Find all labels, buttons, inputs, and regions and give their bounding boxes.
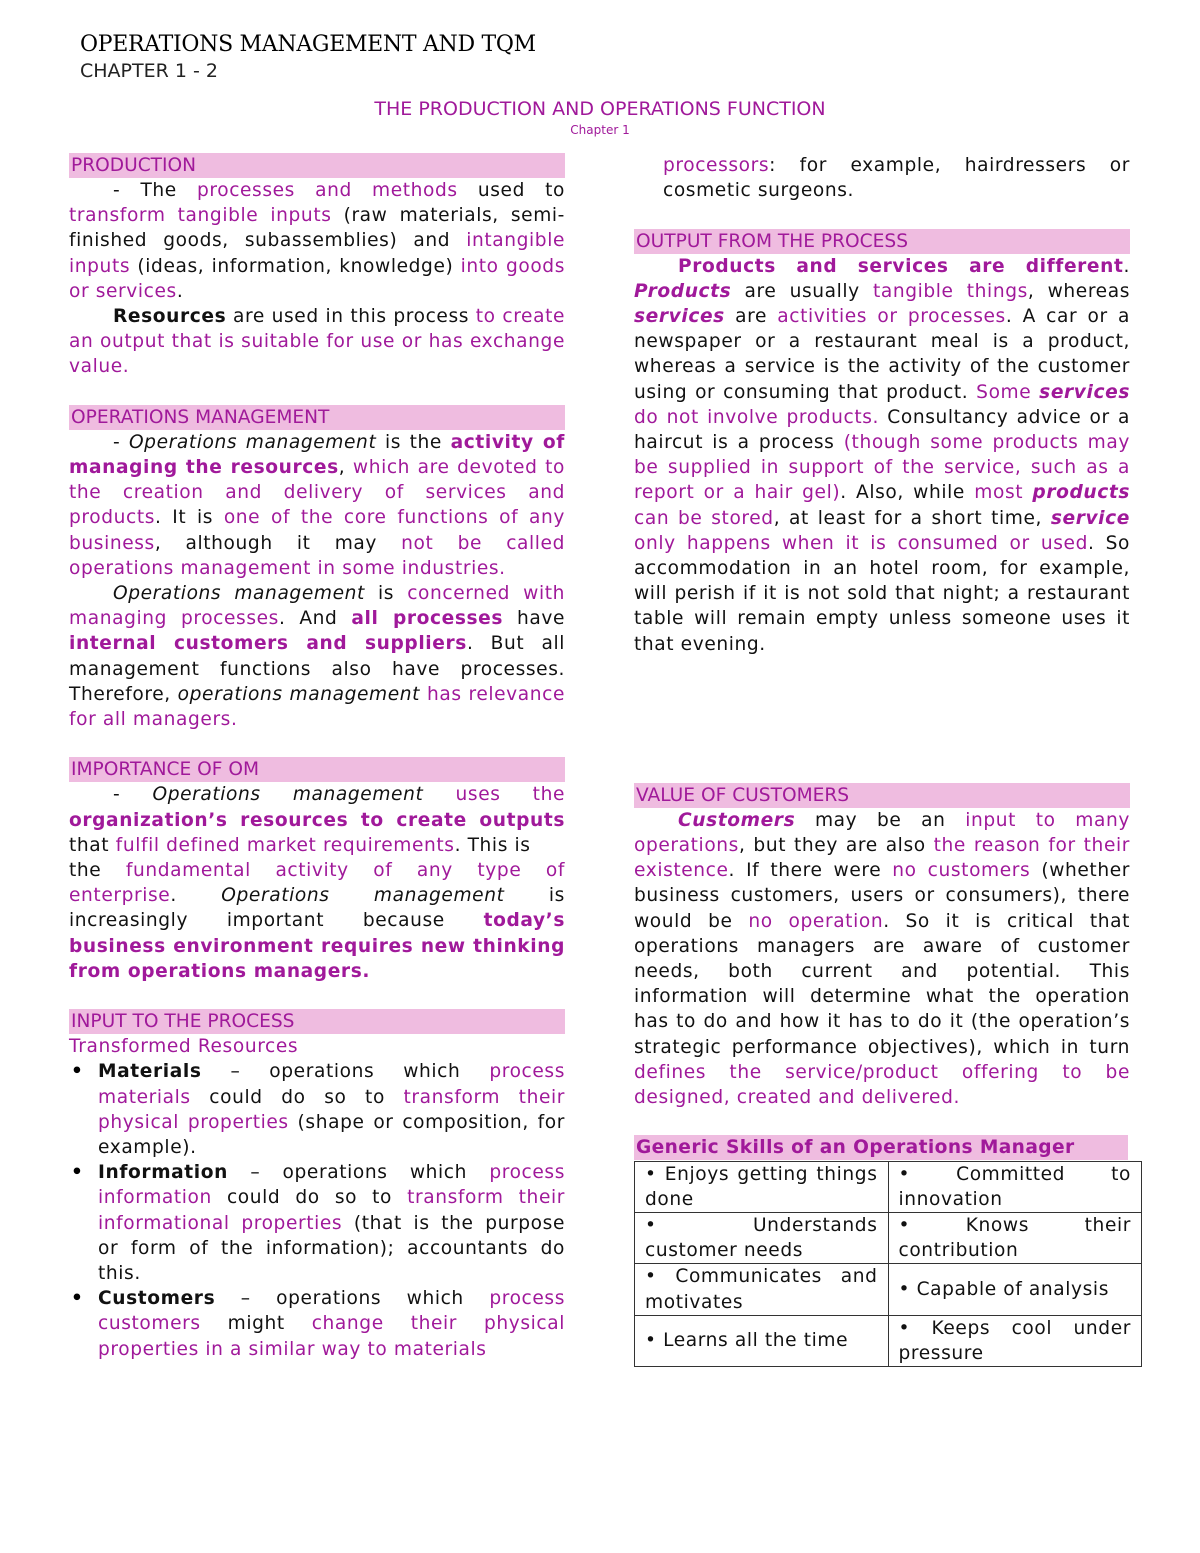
- output-heading: OUTPUT FROM THE PROCESS: [634, 229, 1130, 254]
- output-paragraph: Products and services are different. Products are usually tangible things, whereas services are activities or processes. A car or a newspaper or a restaurant meal is a product, whereas a service is the activity of the customer using or consuming that product. Some services do not involve products. Consultancy advice or a haircut is a process (though some products may be supplied in support of the service, such as a report or a hair gel). Also, while most products can be stored, at least for a short time, service only happens when it is consumed or used. So accommodation in an hotel room, for example, will perish if it is not sold that night; a restaurant table will remain empty unless someone uses it that evening.: [634, 255, 1130, 655]
- importance-paragraph-1: - Operations management uses the organization’s resources to create outputs that fulfil defined market requirements. This is: [69, 784, 565, 856]
- production-paragraph-2: Resources are used in this process to create an output that is suitable for use or has exchange value.: [69, 306, 565, 378]
- production-heading: PRODUCTION: [69, 153, 565, 178]
- table-row: [635, 1264, 1142, 1315]
- skills-heading: Generic Skills of an Operations Manager: [634, 1135, 1128, 1160]
- list-item: • Customers – operations which process customers might change their physical properties in a similar way to materials: [71, 1288, 565, 1360]
- input-list: [69, 1059, 565, 1361]
- table-row: [635, 1315, 1142, 1366]
- table-cell: • Committed to innovation: [888, 1161, 1142, 1212]
- input-subheading: Transformed Resources: [69, 1036, 299, 1058]
- table-cell: • Capable of analysis: [888, 1264, 1142, 1315]
- doc-title: OPERATIONS MANAGEMENT AND TQM: [80, 32, 536, 57]
- chapter-label: Chapter 1: [570, 123, 630, 137]
- table-cell: • Communicates and motivates: [635, 1264, 889, 1315]
- input-heading: INPUT TO THE PROCESS: [69, 1009, 565, 1034]
- table-cell: • Keeps cool under pressure: [888, 1315, 1142, 1366]
- right-column: [634, 153, 1130, 1367]
- importance-paragraph-2: the fundamental activity of any type of enterprise. Operations management is increasingly important because today’s business environment requires new thinking from operations managers.: [69, 860, 565, 982]
- table-cell: • Understands customer needs: [635, 1213, 889, 1264]
- operations-management-paragraph-1: - Operations management is the activity of managing the resources, which are devoted to the creation and delivery of services and products. It is one of the core functions of any business, although it may not be called operations management in some industries.: [69, 431, 565, 579]
- skills-table: [634, 1161, 1142, 1368]
- table-row: [635, 1161, 1142, 1212]
- list-item: • Materials – operations which process materials could do so to transform their physical properties (shape or composition, for example).: [71, 1061, 566, 1159]
- importance-heading: IMPORTANCE OF OM: [69, 757, 565, 782]
- value-of-customers-heading: VALUE OF CUSTOMERS: [634, 783, 1130, 808]
- value-of-customers-paragraph: Customers may be an input to many operations, but they are also the reason for their existence. If there were no customers (whether business customers, users or consumers), there would be no operation. So it is critical that operations managers are aware of customer needs, both current and potential. This information will determine what the operation has to do and how it has to do it (the operation’s strategic performance objectives), which in turn defines the service/product offering to be designed, created and delivered.: [634, 809, 1130, 1109]
- list-item: • Information – operations which process information could do so to transform their informational properties (that is the purpose or form of the information); accountants do this.: [71, 1162, 565, 1285]
- operations-management-heading: OPERATIONS MANAGEMENT: [69, 405, 565, 430]
- input-continuation: processors: for example, hairdressers or cosmetic surgeons.: [663, 155, 1130, 202]
- table-row: [635, 1213, 1142, 1264]
- table-cell: • Learns all the time: [635, 1315, 889, 1366]
- production-paragraph-1: - The processes and methods used to transform tangible inputs (raw materials, semi-finished goods, subassemblies) and intangible inputs (ideas, information, knowledge) into goods or services.: [69, 180, 565, 302]
- section-title: THE PRODUCTION AND OPERATIONS FUNCTION: [374, 98, 826, 120]
- left-column: [69, 153, 565, 1362]
- chapter-range: CHAPTER 1 - 2: [80, 60, 218, 82]
- table-cell: • Knows their contribution: [888, 1213, 1142, 1264]
- table-cell: • Enjoys getting things done: [635, 1161, 889, 1212]
- operations-management-paragraph-2: Operations management is concerned with managing processes. And all processes have internal customers and suppliers. But all management functions also have processes. Therefore, operations management has relevance for all managers.: [69, 583, 566, 731]
